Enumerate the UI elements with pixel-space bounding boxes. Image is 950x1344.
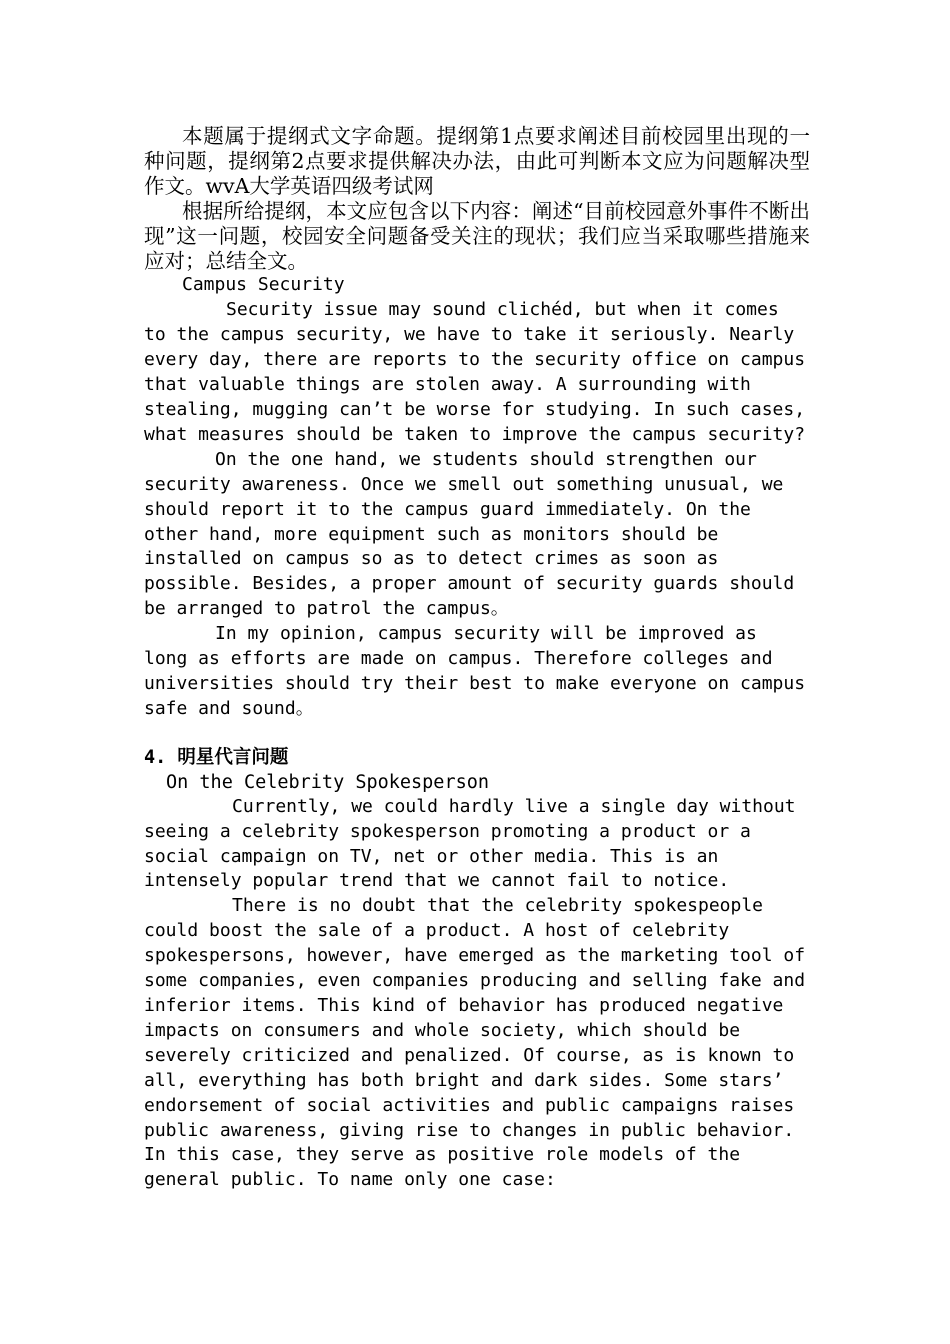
document-page [144, 124, 810, 1193]
intro-paragraph-2: 根据所给提纲，本文应包含以下内容：阐述“目前校园意外事件不断出现”这一问题，校园安全问题备受关注的现状；我们应当采取哪些措施来应对；总结全文。 [144, 198, 810, 273]
essay-2-paragraph-2: There is no doubt that the celebrity spokespeople could boost the sale of a product. A host of celebrity spokespersons, however, have emerged as the marketing tool of some companies, even companies producing and selling fake and inferior items. This kind of behavior has produced negative impacts on consumers and whole society, which should be severely criticized and penalized. Of course, as is known to all, everything has both bright and dark sides. Some stars’ endorsement of social activities and public campaigns raises public awareness, giving rise to changes in public behavior. In this case, they serve as positive role models of the general public. To name only one case: [144, 895, 806, 1191]
section-4-heading: 4. 明星代言问题 [144, 746, 289, 768]
essay-1-title: Campus Security [182, 274, 345, 296]
essay-1-paragraph-3: In my opinion, campus security will be improved as long as efforts are made on campus. Therefore colleges and universities should try their best to make everyone on campus safe and sound。 [144, 623, 806, 719]
intro-paragraph-1: 本题属于提纲式文字命题。提纲第1点要求阐述目前校园里出现的一种问题，提纲第2点要求提供解决办法，由此可判断本文应为问题解决型作文。wvA大学英语四级考试网 [144, 124, 810, 198]
essay-1-paragraph-1: Security issue may sound clichéd, but when it comes to the campus security, we have to take it seriously. Nearly every day, there are reports to the security office on campus that valuable things are stolen away. A surrounding with stealing, mugging can’t be worse for studying. In such cases, what measures should be taken to improve the campus security? [144, 299, 806, 445]
section-spacer [144, 722, 810, 745]
essay-2-title: On the Celebrity Spokesperson [166, 771, 490, 793]
essay-2-paragraph-1: Currently, we could hardly live a single day without seeing a celebrity spokesperson promoting a product or a social campaign on TV, net or other media. This is an intensely popular trend that we cannot fail to notice. [144, 795, 796, 892]
essay-1-paragraph-2: On the one hand, we students should strengthen our security awareness. Once we smell out something unusual, we should report it to the campus guard immediately. On the other hand, more equipment such as monitors should be installed on campus so as to detect crimes as soon as possible. Besides, a proper amount of security guards should be arranged to patrol the campus。 [144, 448, 795, 620]
